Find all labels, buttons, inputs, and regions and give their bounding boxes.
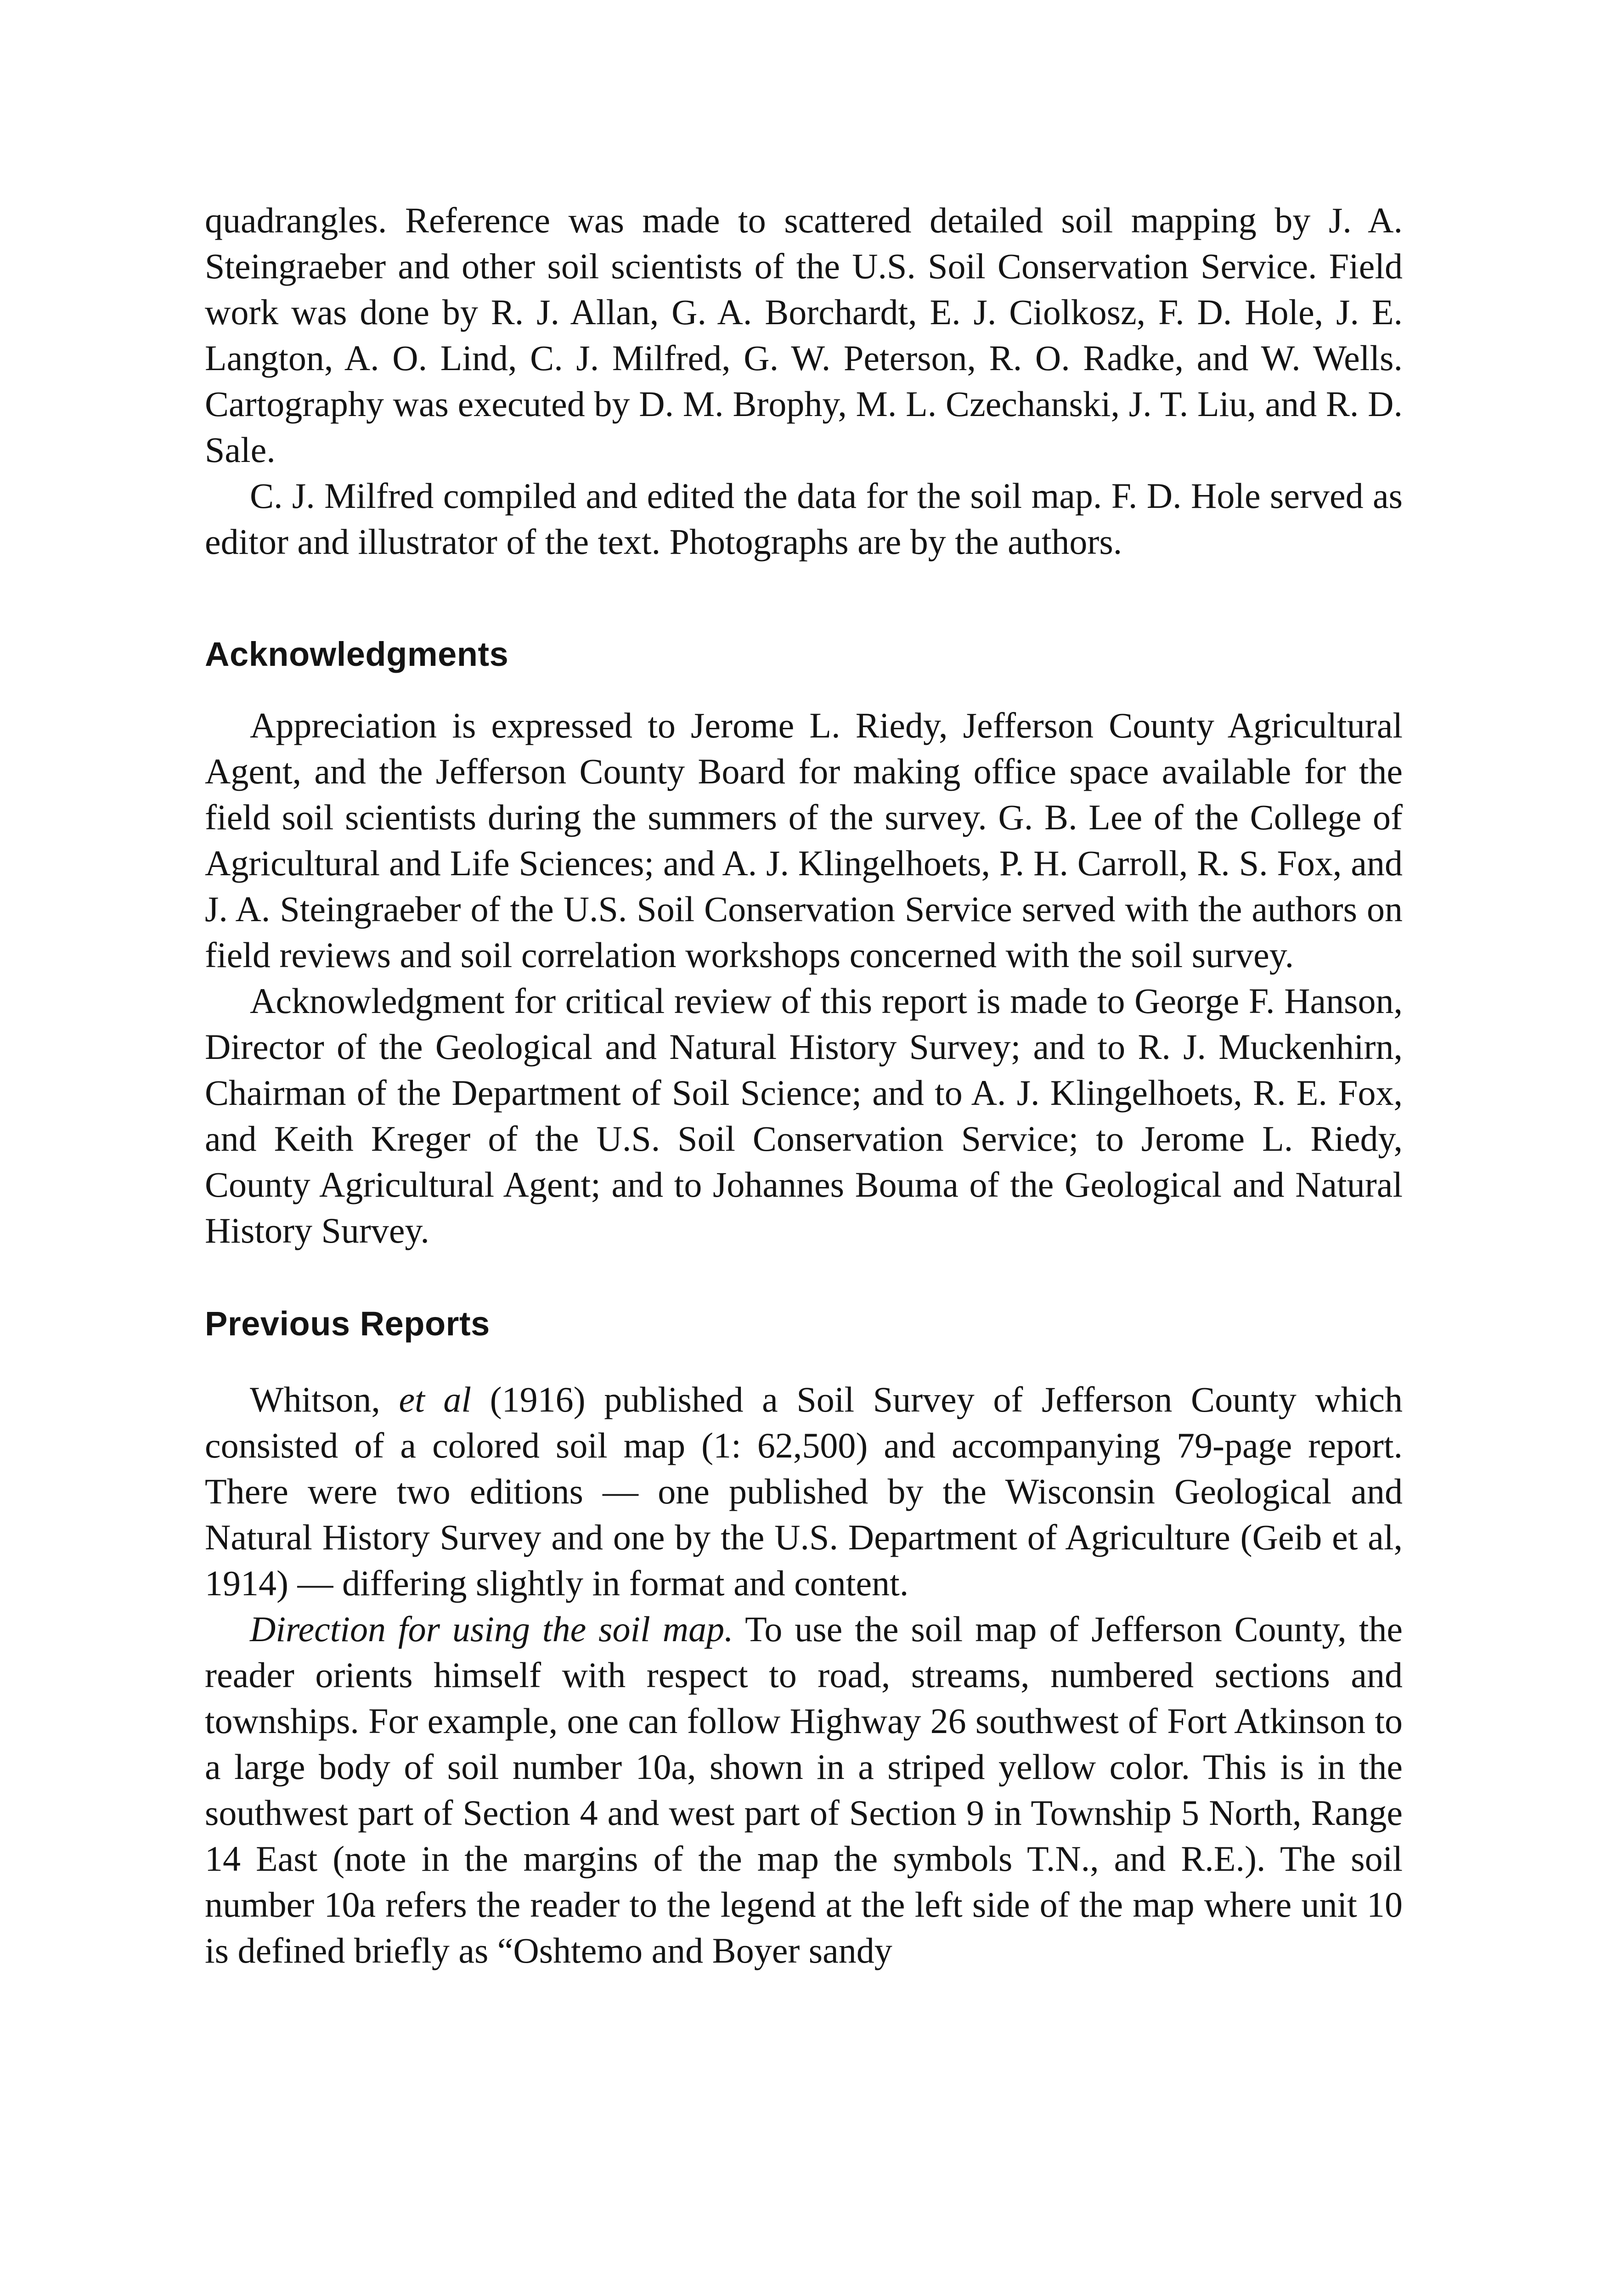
et-al-italic: et al <box>399 1379 472 1419</box>
text-column <box>205 197 1403 1974</box>
paragraph-text: (1916) published a Soil Survey of Jefferson County which consisted of a colored soil map (1: 62,500) and accompanying 79-page report. There were two editions — one published by the Wisconsin Geological and Natural History Survey and one by the U.S. Department of Agriculture (Geib et al, 1914) — differing slightly in format and content. <box>205 1379 1403 1603</box>
intro-paragraph-1: quadrangles. Reference was made to scattered detailed soil mapping by J. A. Steingraeber and other soil scientists of the U.S. Soil Conservation Service. Field work was done by R. J. Allan, G. A. Borchardt, E. J. Ciolkosz, F. D. Hole, J. E. Langton, A. O. Lind, C. J. Milfred, G. W. Peterson, R. O. Radke, and W. Wells. Cartography was executed by D. M. Brophy, M. L. Czechanski, J. T. Liu, and R. D. Sale. <box>205 200 1403 470</box>
intro-paragraph-2: C. J. Milfred compiled and edited the data for the soil map. F. D. Hole served as editor and illustrator of the text. Photographs are by the authors. <box>205 476 1403 562</box>
previous-reports-paragraph-1 <box>205 1377 1403 1606</box>
paragraph-text: To use the soil map of Jefferson County, the reader orients himself with respect to road, streams, numbered sections and townships. For example, one can follow Highway 26 southwest of Fort Atkinson to a large body of soil number 10a, shown in a striped yellow color. This is in the southwest part of Section 4 and west part of Section 9 in Township 5 North, Range 14 East (note in the margins of the map the symbols T.N., and R.E.). The soil number 10a refers the reader to the legend at the left side of the map where unit 10 is defined briefly as “Oshtemo and Boyer sandy <box>205 1609 1403 1970</box>
acknowledgments-paragraph-2: Acknowledgment for critical review of this report is made to George F. Hanson, Director of the Geological and Natural History Survey; and to R. J. Muckenhirn, Chairman of the Department of Soil Science; and to A. J. Klingelhoets, R. E. Fox, and Keith Kreger of the U.S. Soil Conservation Service; to Jerome L. Riedy, County Agricultural Agent; and to Johannes Bouma of the Geological and Natural History Survey. <box>205 981 1403 1250</box>
previous-reports-paragraph-2 <box>205 1606 1403 1974</box>
acknowledgments-heading: Acknowledgments <box>205 635 509 673</box>
direction-lead-italic: Direction for using the soil map. <box>250 1609 733 1649</box>
acknowledgments-paragraph-1: Appreciation is expressed to Jerome L. Riedy, Jefferson County Agricultural Agent, and the Jefferson County Board for making office space available for the field soil scientists during the summers of the survey. G. B. Lee of the College of Agricultural and Life Sciences; and A. J. Klingelhoets, P. H. Carroll, R. S. Fox, and J. A. Steingraeber of the U.S. Soil Conservation Service served with the authors on field reviews and soil correlation workshops concerned with the soil survey. <box>205 705 1403 975</box>
previous-reports-heading: Previous Reports <box>205 1305 490 1343</box>
author-text: Whitson, <box>250 1379 399 1419</box>
